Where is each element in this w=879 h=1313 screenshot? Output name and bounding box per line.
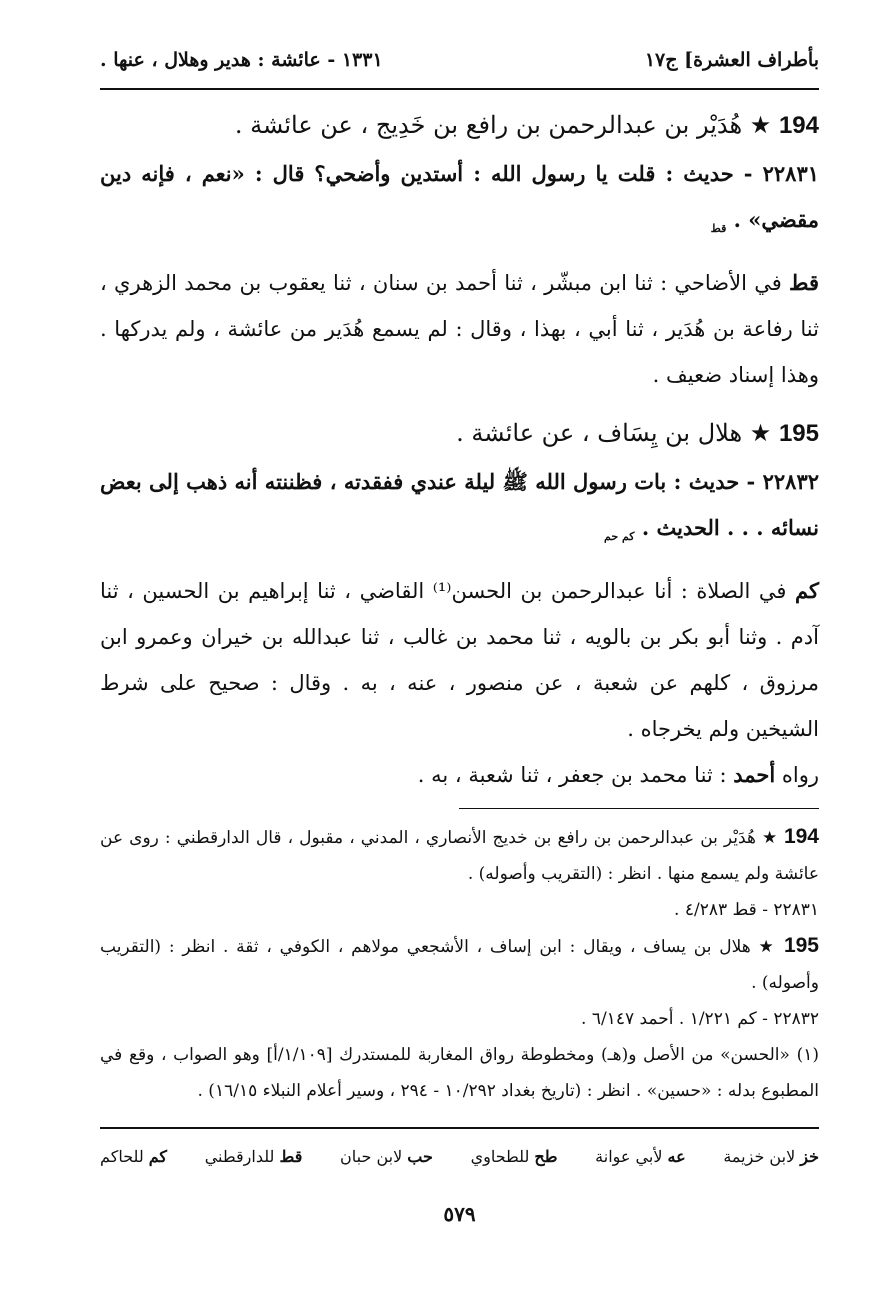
source-code: قط [789,270,819,296]
header-left: ١٣٣١ - عائشة : هدير وهلال ، عنها . [100,49,383,71]
running-header [100,40,819,80]
footnote [100,1037,819,1109]
abbr-item: كم للحاكم [100,1147,168,1167]
footnote-text: (١) «الحسن» من الأصل و(هـ) ومخطوطة رواق المغاربة للمستدرك [١/١٠٩/أ] وهو الصواب ، وقع في المطبوع بدله : «حسين» . انظر : (تاريخ بغداد ١٠/٢٩٢ - ٢٩٤ ، وسير أعلام النبلاء ١٦/١٥) . [100,1045,819,1102]
source-symbol: قط [710,222,727,236]
source-code: أحمد [733,762,776,788]
star-icon: ★ [749,111,772,139]
abbr-item: عه لأبي عوانة [595,1147,686,1167]
hadith-text: قلت يا رسول الله : أستدين وأضحي؟ قال : «نعم ، فإنه دين مقضي» . [100,161,819,232]
entry-194 [100,100,819,151]
isnad-paragraph-1 [100,260,819,398]
footnote-separator [459,808,819,809]
page-number: ٥٧٩ [443,1202,476,1227]
header-rule [100,88,819,90]
footnote-text: ٢٢٨٣١ - قط ٤/٢٨٣ . [674,900,819,921]
entry-195 [100,408,819,459]
isnad-paragraph-2 [100,568,819,752]
star-icon: ★ [749,419,772,448]
entry-title: هُدَيْر بن عبدالرحمن بن رافع بن خَدِيج ، عن عائشة . [234,111,743,139]
source-code: كم [795,578,819,604]
footnote-text: ★ هُدَيْر بن عبدالرحمن بن رافع بن خديج الأنصاري ، المدني ، مقبول ، قال الدارقطني : روى عن عائشة ولم يسمع منها . انظر : (التقريب وأصوله) . [100,828,819,885]
entry-number: 195 [778,420,819,448]
footnote-number: 195 [783,934,819,958]
isnad-text: في الأضاحي : ثنا ابن مبشّر ، ثنا أحمد بن سنان ، ثنا يعقوب بن محمد الزهري ، ثنا رفاعة بن هُدَير ، ثنا أبي ، بهذا ، وقال : لم يسمع هُدَير من عائشة ، ولم يدركها . وهذا إسناد ضعيف . [100,271,819,388]
abbr-item: طح للطحاوي [470,1147,558,1167]
page [100,40,819,1226]
abbr-item: حب لابن حبان [340,1147,433,1167]
abbreviation-key [100,1147,819,1166]
isnad-paragraph-3 [100,752,819,798]
hadith-22832 [100,459,819,560]
hadith-number: ٢٢٨٣٢ [762,469,820,495]
hadith-number: ٢٢٨٣١ [762,161,820,186]
hadith-22831 [100,151,819,252]
footnote-number: 194 [783,825,819,849]
footnote-text: ★ هلال بن يساف ، ويقال : ابن إساف ، الأشجعي مولاهم ، الكوفي ، ثقة . انظر : (التقريب وأصوله) . [100,937,819,994]
footer-rule [100,1127,819,1129]
hadith-text: بات رسول الله ﷺ ليلة عندي ففقدته ، فظننته أنه ذهب إلى بعض نسائه . . . الحديث . [100,469,819,541]
entry-title: هلال بن يِسَاف ، عن عائشة . [456,419,743,448]
footnote [100,928,819,1001]
hadith-label: - حديث : [665,161,753,186]
isnad-text: : ثنا محمد بن جعفر ، ثنا شعبة ، به . [417,763,727,788]
footnote [100,1001,819,1037]
footnote [100,892,819,928]
isnad-prefix: رواه [781,763,819,788]
footnote-text: ٢٢٨٣٢ - كم ١/٢٢١ . أحمد ٦/١٤٧ . [581,1009,819,1030]
abbr-item: قط للدارقطني [204,1147,303,1167]
footnote [100,819,819,892]
abbr-item: خز لابن خزيمة [723,1147,819,1167]
hadith-label: - حديث : [673,469,756,495]
isnad-text: في الصلاة : أنا عبدالرحمن بن الحسن⁽¹⁾ القاضي ، ثنا إبراهيم بن الحسين ، ثنا آدم . وثنا أبو بكر بن بالويه ، ثنا محمد بن غالب ، ثنا عبدالله بن خيران وعمرو ابن مرزوق ، كلهم عن شعبة ، عن منصور ، عنه ، به . وقال : صحيح على شرط الشيخين ولم يخرجاه . [100,579,819,742]
source-symbol: كم حم [604,530,635,544]
header-right: بأطراف العشرة] ج١٧ [644,49,819,71]
entry-number: 194 [778,112,819,139]
